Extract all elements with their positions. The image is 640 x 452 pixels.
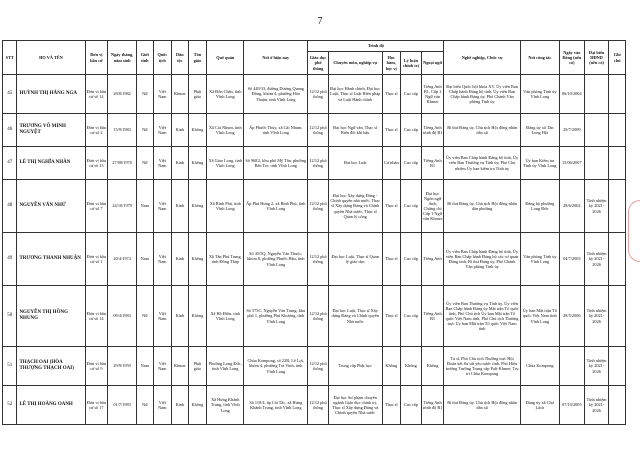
cell-gdpt: 12/12 phổ thông bbox=[308, 147, 329, 180]
cell-ngay-sinh: 24/10/1979 bbox=[108, 180, 137, 233]
header-trinh-do: Trình độ bbox=[308, 41, 444, 52]
cell-nghe-nghiep: Bí thư Đảng ủy, Chủ tịch Hội đồng nhân dân xã bbox=[444, 114, 520, 147]
cell-que-quan: Xã Đôn Châu, tỉnh Vĩnh Long bbox=[207, 75, 244, 114]
table-row bbox=[3, 347, 626, 386]
cell-chuyen-mon: Đại học Luật bbox=[328, 147, 382, 180]
cell-quoc-tich: Việt Nam bbox=[153, 75, 172, 114]
cell-ngay-vao-dang: 29/7/2009 bbox=[559, 114, 584, 147]
cell-ton-giao: Phật giáo bbox=[188, 75, 207, 114]
cell-ly-luan: Không bbox=[401, 347, 422, 386]
cell-ho-ten: TRƯƠNG THANH NHUẬN bbox=[17, 233, 85, 286]
cell-don-vi: Đơn vị bầu cử số 14 bbox=[85, 286, 108, 347]
cell-ton-giao: Không bbox=[188, 386, 207, 425]
table-row bbox=[3, 233, 626, 286]
cell-ton-giao: Phật giáo bbox=[188, 347, 207, 386]
cell-dai-bieu: Tỉnh nhiệm kỳ 2021-2026 bbox=[584, 180, 609, 233]
cell-gioi-tinh: Nam bbox=[137, 347, 154, 386]
cell-nghe-nghiep: Tu sĩ, Phó Chủ tịch Thường trực Hội Đoàn kết Sư sãi yêu nước tỉnh, Phó Hiệu trưởng Trường Trung cấp Pali-Khmer, Trụ trì Chùa Kompong bbox=[444, 347, 520, 386]
cell-nghe-nghiep: Ủy viên Ban Thường vụ Tỉnh ủy, Ủy viên Ban Chấp hành Đảng ủy Mặt trận Tổ quốc tỉnh, Phó Chủ tịch Ủy ban Mặt trận Tổ quốc Việt Nam tỉnh, Phó Chủ tịch Thường trực Ủy ban Mặt trận Tổ quốc Việt Nam tỉnh bbox=[444, 286, 520, 347]
cell-don-vi: Đơn vị bầu cử số 1 bbox=[85, 233, 108, 286]
header-ghi-chu: Ghi chú bbox=[609, 41, 626, 75]
cell-ghi-chu bbox=[609, 386, 626, 425]
cell-dan-toc: Kinh bbox=[172, 233, 189, 286]
cell-chuyen-mon: Đại học Ngữ văn, Thạc sĩ Biến đổi khí hậu bbox=[328, 114, 382, 147]
cell-dai-bieu bbox=[584, 75, 609, 114]
cell-dai-bieu: Tỉnh nhiệm kỳ 2021-2026 bbox=[584, 386, 609, 425]
cell-ghi-chu bbox=[609, 347, 626, 386]
table-row bbox=[3, 286, 626, 347]
cell-chuyen-mon: Đại học Xây dựng Đảng - Chính quyền nhà nước, Thạc sĩ Xây dựng Đảng và Chính quyền Nhà nước, Thạc sĩ Quản lý công bbox=[328, 180, 382, 233]
cell-que-quan: Xã Hưng Khánh Trung, tỉnh Vĩnh Long bbox=[207, 386, 244, 425]
cell-ngay-vao-dang: 15/06/2007 bbox=[559, 147, 584, 180]
cell-dan-toc: Kinh bbox=[172, 286, 189, 347]
cell-dai-bieu bbox=[584, 114, 609, 147]
page-number: 7 bbox=[317, 16, 323, 27]
cell-que-quan: Xã Cái Nhum, tỉnh Vĩnh Long bbox=[207, 114, 244, 147]
cell-noi-o: Số 96E2, khu phố Mỹ Tân, phường Bến Tre, tỉnh Vĩnh Long bbox=[244, 147, 308, 180]
cell-hoc-ham: Thạc sĩ bbox=[382, 75, 401, 114]
header-ngoai-ngu: Ngoại ngữ bbox=[421, 52, 444, 75]
cell-ly-luan: Cao cấp bbox=[401, 286, 422, 347]
cell-noi-cong-tac: Đảng ủy xã Chợ Lách bbox=[520, 386, 559, 425]
cell-gdpt: 12/12 phổ thông bbox=[308, 347, 329, 386]
header-noi-cong-tac: Nơi công tác bbox=[520, 41, 559, 75]
cell-noi-o: Số 45/5Q, Nguyễn Văn Thuộc, khóm 8, phường Phước Hậu, tỉnh Vĩnh Long bbox=[244, 233, 308, 286]
cell-ly-luan: Cao cấp bbox=[401, 386, 422, 425]
cell-hoc-ham: Thạc sĩ bbox=[382, 114, 401, 147]
cell-chuyen-mon: Đại học Luật, Thạc sĩ Quản lý giáo dục bbox=[328, 233, 382, 286]
cell-stt: 49 bbox=[3, 233, 17, 286]
cell-que-quan: Xã Hồ Điền, tỉnh Vĩnh Long bbox=[207, 286, 244, 347]
cell-ngoai-ngu: Tiếng Anh B1 bbox=[421, 147, 444, 180]
cell-gioi-tinh: Nam bbox=[137, 233, 154, 286]
cell-don-vi: Đơn vị bầu cử số 2 bbox=[85, 114, 108, 147]
cell-ghi-chu bbox=[609, 147, 626, 180]
cell-que-quan: Phường Long Đức, tỉnh Vĩnh Long bbox=[207, 347, 244, 386]
cell-dan-toc: Kinh bbox=[172, 386, 189, 425]
cell-quoc-tich: Việt Nam bbox=[153, 147, 172, 180]
cell-ghi-chu bbox=[609, 75, 626, 114]
table-row bbox=[3, 386, 626, 425]
cell-hoc-ham: Thạc sĩ bbox=[382, 180, 401, 233]
header-nghe-nghiep: Nghề nghiệp, Chức vụ bbox=[444, 41, 520, 75]
cell-stt: 45 bbox=[3, 75, 17, 114]
cell-gioi-tinh: Nam bbox=[137, 180, 154, 233]
cell-stt: 52 bbox=[3, 386, 17, 425]
cell-dai-bieu: Tỉnh nhiệm kỳ 2021-2026 bbox=[584, 347, 609, 386]
cell-don-vi: Đơn vị bầu cử số 17 bbox=[85, 386, 108, 425]
cell-noi-o: Ấp Phú Hưng 2, xã Bình Phú, tỉnh Vĩnh Long bbox=[244, 180, 308, 233]
table-row bbox=[3, 147, 626, 180]
cell-nghe-nghiep: Ủy viên Ban Chấp hành Đảng bộ tỉnh, Ủy viên Ban Thường vụ Tỉnh ủy, Phó Chủ nhiệm Ủy ban kiểm tra Tỉnh ủy bbox=[444, 147, 520, 180]
cell-noi-o: Số 575C, Nguyễn Văn Trung, khu phố 1, phường Phú Khương, tỉnh Vĩnh Long bbox=[244, 286, 308, 347]
header-gdpt: Giáo dục phổ thông bbox=[308, 52, 329, 75]
cell-ton-giao: Không bbox=[188, 114, 207, 147]
cell-ton-giao: Không bbox=[188, 286, 207, 347]
cell-ghi-chu bbox=[609, 180, 626, 233]
cell-ton-giao: Không bbox=[188, 233, 207, 286]
cell-noi-cong-tac: Đảng ủy xã Tân Long Hội bbox=[520, 114, 559, 147]
header-ngay-sinh: Ngày tháng, năm sinh bbox=[108, 41, 137, 75]
header-stt: STT bbox=[3, 41, 17, 75]
cell-dan-toc: Khmer bbox=[172, 347, 189, 386]
cell-que-quan: Xã Bình Phú, tỉnh Vĩnh Long bbox=[207, 180, 244, 233]
table-row bbox=[3, 180, 626, 233]
cell-noi-o: Ấp Phước Thủy, xã Cái Nhum, tỉnh Vĩnh Long bbox=[244, 114, 308, 147]
cell-ngay-vao-dang: 06/10/2004 bbox=[559, 75, 584, 114]
cell-ho-ten: TRƯƠNG VÕ MINH NGUYỆT bbox=[17, 114, 85, 147]
cell-ly-luan: Cao cấp bbox=[401, 147, 422, 180]
cell-dan-toc: Kinh bbox=[172, 180, 189, 233]
cell-don-vi: Đơn vị bầu cử số 9 bbox=[85, 347, 108, 386]
header-dai-bieu-hdnd: Đại biểu HĐND (nếu có) bbox=[584, 41, 609, 75]
cell-ngay-vao-dang: 28/6/2002 bbox=[559, 180, 584, 233]
cell-hoc-ham: Cử nhân bbox=[382, 147, 401, 180]
cell-gdpt: 12/12 phổ thông bbox=[308, 286, 329, 347]
cell-quoc-tich: Việt Nam bbox=[153, 347, 172, 386]
header-ton-giao: Tôn giáo bbox=[188, 41, 207, 75]
cell-que-quan: Xã Giao Long, tỉnh Vĩnh Long bbox=[207, 147, 244, 180]
cell-ngay-sinh: 01/7/1983 bbox=[108, 386, 137, 425]
table-row bbox=[3, 114, 626, 147]
cell-gioi-tinh: Nữ bbox=[137, 286, 154, 347]
cell-ngay-sinh: 15/9/1983 bbox=[108, 114, 137, 147]
cell-ly-luan: Cao cấp bbox=[401, 114, 422, 147]
header-quoc-tich: Quốc tịch bbox=[153, 41, 172, 75]
cell-stt: 50 bbox=[3, 286, 17, 347]
cell-ngoai-ngu: Tiếng Anh trình độ B1 bbox=[421, 114, 444, 147]
cell-don-vi: Đơn vị bầu cử số 7 bbox=[85, 180, 108, 233]
cell-noi-cong-tac: Văn phòng Tỉnh ủy Vĩnh Long bbox=[520, 75, 559, 114]
cell-hoc-ham: Thạc sĩ bbox=[382, 233, 401, 286]
header-noi-o: Nơi ở hiện nay bbox=[244, 41, 308, 75]
cell-ngay-sinh: 28/8/1982 bbox=[108, 75, 137, 114]
red-seal-stamp bbox=[628, 200, 640, 262]
cell-ghi-chu bbox=[609, 233, 626, 286]
cell-chuyen-mon: Trung cấp Phật học bbox=[328, 347, 382, 386]
cell-ngay-vao-dang: 28/5/2006 bbox=[559, 286, 584, 347]
cell-ho-ten: LÊ THỊ NGHĨA NHÂN bbox=[17, 147, 85, 180]
cell-nghe-nghiep: Bí thư Đảng ủy, Chủ tịch Hội đồng nhân dân phường bbox=[444, 180, 520, 233]
cell-dai-bieu bbox=[584, 147, 609, 180]
cell-noi-o: Chùa Kompong, số 22B, Lê Lợi, khóm 4, phường Trà Vinh, tỉnh Vĩnh Long bbox=[244, 347, 308, 386]
cell-ngoai-ngu: Tiếng Anh trình độ B1 bbox=[421, 386, 444, 425]
cell-ly-luan: Cao cấp bbox=[401, 233, 422, 286]
cell-ghi-chu bbox=[609, 286, 626, 347]
cell-dai-bieu: Tỉnh nhiệm kỳ 2021-2026 bbox=[584, 233, 609, 286]
cell-noi-o: Số 449/33, đường Dương Quang Đông, khóm 4, phường Hòa Thuận, tỉnh Vĩnh Long bbox=[244, 75, 308, 114]
cell-chuyen-mon: Đại học Luật, Thạc sĩ Xây dựng Đảng và Chính quyền Nhà nước bbox=[328, 286, 382, 347]
cell-ngoai-ngu: Tiếng Anh B1 bbox=[421, 286, 444, 347]
header-chuyen-mon: Chuyên môn, nghiệp vụ bbox=[328, 52, 382, 75]
table-row bbox=[3, 75, 626, 114]
cell-quoc-tich: Việt Nam bbox=[153, 286, 172, 347]
cell-don-vi: Đơn vị bầu cử số 13 bbox=[85, 147, 108, 180]
cell-gioi-tinh: Nữ bbox=[137, 114, 154, 147]
cell-dan-toc: Kinh bbox=[172, 114, 189, 147]
cell-ngay-sinh: 20/4/1974 bbox=[108, 233, 137, 286]
cell-ngoai-ngu: Tiếng Anh B1, Cấp 1 Ngữ văn Khmer bbox=[421, 75, 444, 114]
cell-noi-o: Số 110/4, ấp Cái Tắc, xã Hưng Khánh Trung, tỉnh Vĩnh Long bbox=[244, 386, 308, 425]
header-ly-luan: Lý luận chính trị bbox=[401, 52, 422, 75]
cell-ho-ten: HUỲNH THỊ HẰNG NGA bbox=[17, 75, 85, 114]
cell-gdpt: 12/12 phổ thông bbox=[308, 233, 329, 286]
cell-ho-ten: NGUYỄN VĂN NHỨ bbox=[17, 180, 85, 233]
cell-hoc-ham: Thạc sĩ bbox=[382, 286, 401, 347]
header-hoc-ham: Học hàm, học vị bbox=[382, 52, 401, 75]
cell-chuyen-mon: Đại học Sư phạm chuyên ngành Giáo dục chính trị, Thạc sĩ Xây dựng Đảng và Chính quyền Nhà nước bbox=[328, 386, 382, 425]
cell-dan-toc: Khmer bbox=[172, 75, 189, 114]
cell-ngay-sinh: 09/4/1983 bbox=[108, 286, 137, 347]
cell-nghe-nghiep: Đại biểu Quốc hội khóa XV, Ủy viên Ban Chấp hành Đảng bộ tỉnh, Ủy viên Ban Chấp hành Đảng ủy, Phó Chánh Văn phòng Tỉnh ủy bbox=[444, 75, 520, 114]
header-dan-toc: Dân tộc bbox=[172, 41, 189, 75]
cell-gdpt: 12/12 phổ thông bbox=[308, 75, 329, 114]
cell-gioi-tinh: Nữ bbox=[137, 386, 154, 425]
cell-stt: 48 bbox=[3, 180, 17, 233]
cell-quoc-tich: Việt Nam bbox=[153, 233, 172, 286]
cell-ngoai-ngu: Tiếng Anh bbox=[421, 233, 444, 286]
cell-gdpt: 12/12 phổ thông bbox=[308, 386, 329, 425]
cell-ho-ten: THẠCH OAI (HÒA THƯỢNG THẠCH OAI) bbox=[17, 347, 85, 386]
cell-stt: 51 bbox=[3, 347, 17, 386]
cell-gdpt: 12/12 phổ thông bbox=[308, 114, 329, 147]
cell-hoc-ham: Thạc sĩ bbox=[382, 386, 401, 425]
cell-ngay-vao-dang bbox=[559, 347, 584, 386]
candidate-table bbox=[2, 40, 626, 425]
cell-ngay-sinh: 27/08/1970 bbox=[108, 147, 137, 180]
header-ngay-vao-dang: Ngày vào Đảng (nếu có) bbox=[559, 41, 584, 75]
cell-stt: 47 bbox=[3, 147, 17, 180]
cell-ngoai-ngu: Không bbox=[421, 347, 444, 386]
cell-dai-bieu: Tỉnh nhiệm kỳ 2021-2026 bbox=[584, 286, 609, 347]
cell-hoc-ham: Không bbox=[382, 347, 401, 386]
cell-ngoai-ngu: Đại học Ngôn ngữ Anh, Chứng chỉ Cấp 1 Ngữ văn Khmer bbox=[421, 180, 444, 233]
cell-noi-cong-tac: Chùa Kompong bbox=[520, 347, 559, 386]
cell-noi-cong-tac: Ủy ban Kiểm tra Tỉnh ủy Vĩnh Long bbox=[520, 147, 559, 180]
cell-ly-luan: Cao cấp bbox=[401, 180, 422, 233]
cell-chuyen-mon: Đại học Hành chính, Đại học Luật, Thạc sĩ Luật Hiến pháp và Luật Hành chính bbox=[328, 75, 382, 114]
cell-nghe-nghiep: Bí thư Đảng ủy, Chủ tịch Hội đồng nhân dân xã bbox=[444, 386, 520, 425]
cell-noi-cong-tac: Văn phòng Tỉnh ủy Vĩnh Long bbox=[520, 233, 559, 286]
cell-ton-giao: Không bbox=[188, 147, 207, 180]
cell-gioi-tinh: Nữ bbox=[137, 147, 154, 180]
cell-gioi-tinh: Nữ bbox=[137, 75, 154, 114]
cell-ho-ten: NGUYỄN THỊ HỒNG NHUNG bbox=[17, 286, 85, 347]
header-que-quan: Quê quán bbox=[207, 41, 244, 75]
cell-ton-giao: Không bbox=[188, 180, 207, 233]
cell-noi-cong-tac: Ủy ban Mặt trận Tổ quốc Việt Nam tỉnh Vĩnh Long bbox=[520, 286, 559, 347]
header-don-vi-bau-cu: Đơn vị bầu cử bbox=[85, 41, 108, 75]
header-gioi-tinh: Giới tính bbox=[137, 41, 154, 75]
cell-ngay-vao-dang: 04/7/2003 bbox=[559, 233, 584, 286]
cell-que-quan: Xã Tân Phú Trung, tỉnh Đồng Tháp bbox=[207, 233, 244, 286]
cell-stt: 46 bbox=[3, 114, 17, 147]
cell-ly-luan: Cao cấp bbox=[401, 75, 422, 114]
header-ho-va-ten: HỌ VÀ TÊN bbox=[17, 41, 85, 75]
cell-quoc-tich: Việt Nam bbox=[153, 386, 172, 425]
cell-ghi-chu bbox=[609, 114, 626, 147]
cell-dan-toc: Kinh bbox=[172, 147, 189, 180]
cell-ngay-sinh: 29/9/1959 bbox=[108, 347, 137, 386]
cell-quoc-tich: Việt Nam bbox=[153, 180, 172, 233]
cell-nghe-nghiep: Ủy viên Ban Chấp hành Đảng bộ tỉnh, Ủy viên Ban Chấp hành Đảng bộ các cơ quan Đảng tỉnh, Bí thư Đảng ủy, Phó Chánh Văn phòng Tỉnh ủy bbox=[444, 233, 520, 286]
cell-ngay-vao-dang: 07/10/2005 bbox=[559, 386, 584, 425]
cell-ho-ten: LÊ THỊ HOÀNG OANH bbox=[17, 386, 85, 425]
cell-don-vi: Đơn vị bầu cử số 14 bbox=[85, 75, 108, 114]
cell-quoc-tich: Việt Nam bbox=[153, 114, 172, 147]
cell-noi-cong-tac: Đảng bộ phường Long Đức bbox=[520, 180, 559, 233]
cell-gdpt: 12/12 phổ thông bbox=[308, 180, 329, 233]
